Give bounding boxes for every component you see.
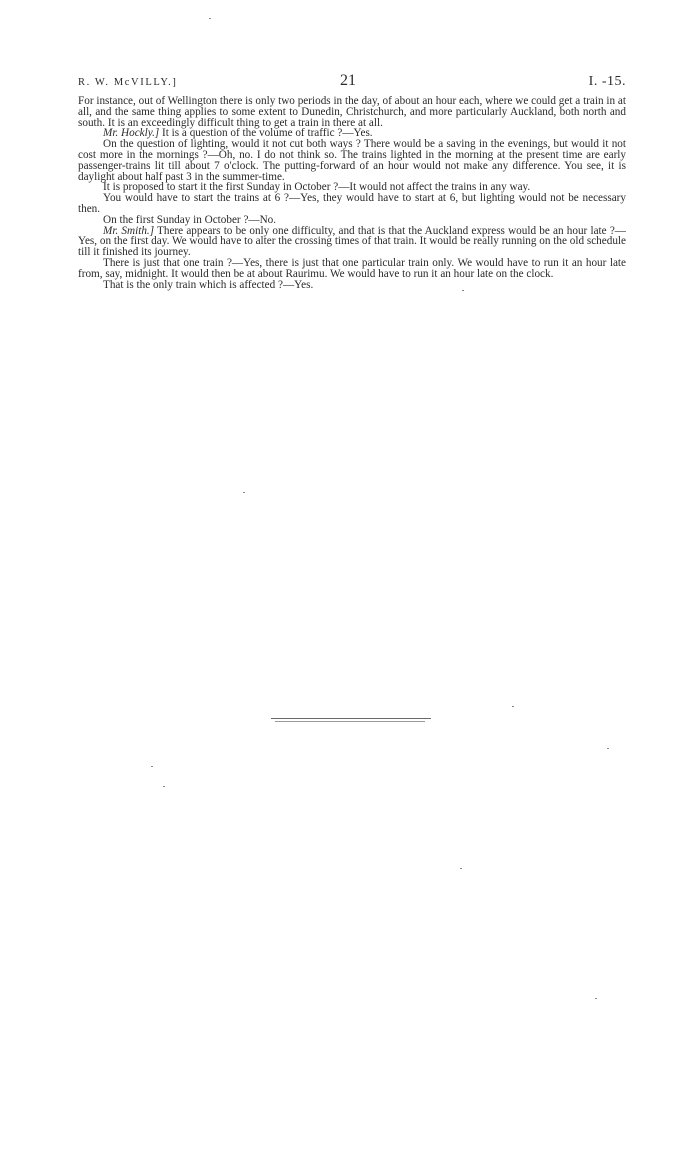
paragraph-7 — [78, 226, 626, 258]
paragraph-text: For instance, out of Wellington there is only two periods in the day, of about an hour each, where we could get a train in at all, and the same thing applies to some extent to Dunedin, Christchurch, and more particularly Auckland, both north and south. It is an exceedingly difficult thing to get a train in there at all. — [78, 95, 626, 129]
rule-line — [271, 718, 431, 719]
scan-speck — [243, 492, 245, 493]
paragraph-text: On the first Sunday in October ?—No. — [103, 213, 277, 226]
paragraph-text: On the question of lighting, would it not cut both ways ? There would be a saving in the evenings, but would it not cost more in the mornings ?—Oh, no. I do not think so. The trains lighted in the morning at the present time are early passenger-trains lit till about 7 o'clock. The putting-forward of an hour would not make any difference. You see, it is daylight about half past 3 in the summer-time. — [78, 138, 626, 183]
speaker-label: Mr. Smith.] — [103, 224, 155, 237]
scan-speck — [209, 18, 211, 19]
section-end-rule — [271, 718, 431, 722]
scan-speck — [607, 748, 609, 749]
scan-speck — [462, 290, 464, 291]
page-number: 21 — [340, 72, 356, 89]
paragraph-text: You would have to start the trains at 6 ?—Yes, they would have to start at 6, but lighting would not be necessary then. — [78, 192, 626, 215]
paragraph-8 — [78, 258, 626, 280]
scan-speck — [163, 786, 165, 787]
page-header — [78, 72, 626, 92]
paragraph-1 — [78, 96, 626, 128]
paragraph-text: It is a question of the volume of traffic ?—Yes. — [159, 127, 373, 140]
scan-speck — [595, 998, 597, 999]
scan-speck — [460, 868, 462, 869]
paragraph-3 — [78, 139, 626, 182]
paragraph-text: There appears to be only one difficulty, and that is that the Auckland express would be an hour late ?—Yes, on the first day. We would have to alter the crossing times of that train. It would be really running on the old schedule till it finished its journey. — [78, 224, 626, 259]
rule-line — [275, 721, 425, 722]
speaker-label: Mr. Hockly.] — [103, 127, 160, 140]
paragraph-text: There is just that one train ?—Yes, there is just that one particular train only. We would have to run it an hour late from, say, midnight. It would then be at about Raurimu. We would have to run it an hour late on the clock. — [78, 256, 626, 280]
header-witness-name: R. W. McVILLY.] — [78, 77, 178, 88]
document-reference: I. -15. — [588, 74, 626, 89]
paragraph-5 — [78, 193, 626, 215]
body-text — [78, 96, 626, 290]
scan-speck — [151, 766, 153, 767]
paragraph-text: That is the only train which is affected ?—Yes. — [103, 278, 314, 291]
scan-speck — [512, 706, 514, 707]
paragraph-9 — [78, 280, 626, 291]
paragraph-text: It is proposed to start it the first Sunday in October ?—It would not affect the trains in any way. — [103, 181, 531, 194]
